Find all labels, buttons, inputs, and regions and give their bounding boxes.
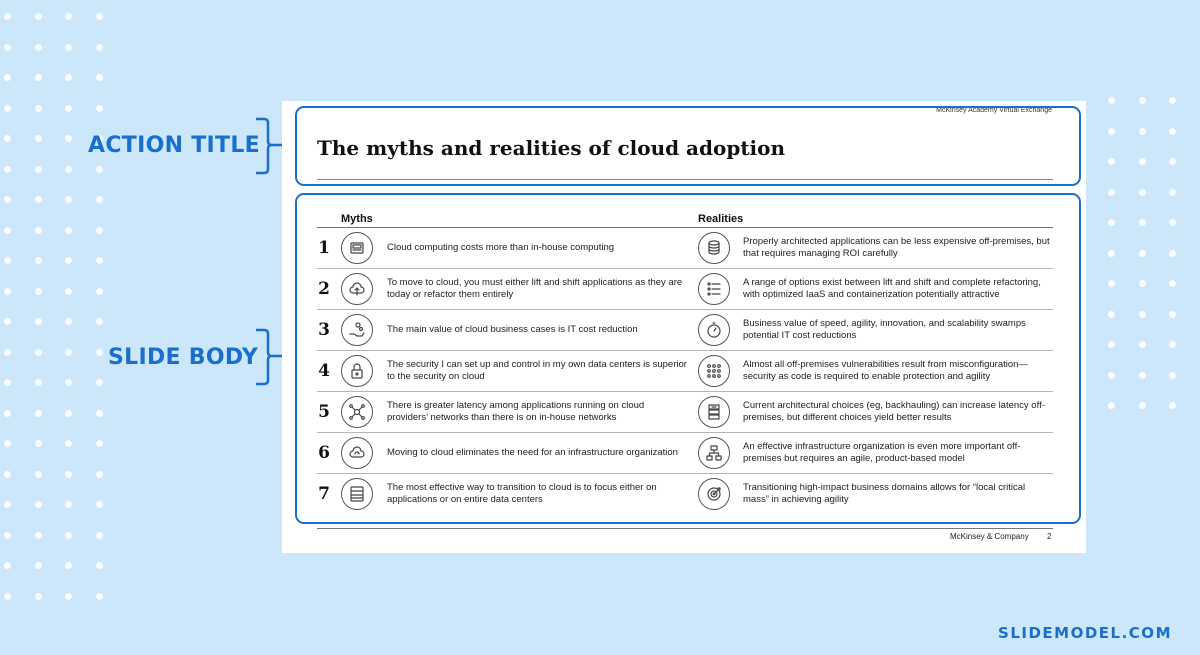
dot [1169, 97, 1176, 104]
header-note: McKinsey Academy Virtual Exchange [936, 107, 1052, 114]
dot [1169, 402, 1176, 409]
dot [1169, 280, 1176, 287]
dot [96, 227, 103, 234]
dot [4, 44, 11, 51]
dot [1108, 372, 1115, 379]
dot [1108, 280, 1115, 287]
dot [1139, 128, 1146, 135]
dot [1139, 341, 1146, 348]
dot [35, 379, 42, 386]
dot [35, 440, 42, 447]
slide-body-label: SLIDE BODY [108, 345, 259, 370]
myth-text: The most effective way to transition to cloud is to focus either on applications or on entire data centers [387, 482, 657, 505]
row-number: 4 [318, 361, 330, 381]
dot [1108, 250, 1115, 257]
dot [1108, 128, 1115, 135]
dot [35, 74, 42, 81]
row-number: 6 [318, 443, 330, 463]
dot [1108, 97, 1115, 104]
dot [4, 471, 11, 478]
dot [1139, 311, 1146, 318]
dot [4, 318, 11, 325]
dot [4, 440, 11, 447]
dot [35, 410, 42, 417]
dot [65, 379, 72, 386]
dot [35, 166, 42, 173]
myth-text: The security I can set up and control in my own data centers is superior to the security on cloud [387, 359, 687, 382]
dot [4, 13, 11, 20]
dot [96, 349, 103, 356]
dot [4, 501, 11, 508]
dot [65, 227, 72, 234]
dot [4, 288, 11, 295]
dot [1139, 250, 1146, 257]
action-title-frame [295, 106, 1081, 186]
dot [65, 166, 72, 173]
dot [35, 501, 42, 508]
row-number: 1 [318, 238, 330, 258]
dot [65, 257, 72, 264]
myth-text: To move to cloud, you must either lift and shift applications as they are today or refactor them entirely [387, 277, 683, 300]
dot [4, 593, 11, 600]
dot [65, 318, 72, 325]
dot [96, 44, 103, 51]
dot [96, 562, 103, 569]
dot [35, 135, 42, 142]
dot [4, 379, 11, 386]
dot [35, 288, 42, 295]
dot [65, 410, 72, 417]
dot [35, 227, 42, 234]
dot [1108, 189, 1115, 196]
dot [1169, 341, 1176, 348]
dot [65, 135, 72, 142]
dot [96, 410, 103, 417]
dot [65, 196, 72, 203]
brand-watermark: SLIDEMODEL.COM [998, 624, 1172, 642]
dot [1139, 219, 1146, 226]
reality-text: A range of options exist between lift and shift and complete refactoring, with optimized IaaS and containerization potentially attractive [743, 277, 1041, 300]
dot [35, 257, 42, 264]
dot [96, 593, 103, 600]
dot [4, 562, 11, 569]
dot [65, 562, 72, 569]
footer-rule [317, 528, 1053, 529]
dot [1169, 219, 1176, 226]
dot [35, 562, 42, 569]
myth-text: Cloud computing costs more than in-house computing [387, 242, 615, 253]
dot [65, 13, 72, 20]
dot [35, 532, 42, 539]
dot [1169, 311, 1176, 318]
reality-text: Current architectural choices (eg, backhauling) can increase latency off-premises, but different choices yield better results [743, 400, 1045, 423]
dot [4, 166, 11, 173]
slide-title: The myths and realities of cloud adoption [317, 136, 786, 160]
reality-text: An effective infrastructure organization is even more important off-premises but requires an agile, product-based model [743, 441, 1021, 464]
myths-header: Myths [341, 213, 373, 225]
dot [4, 410, 11, 417]
dot [1139, 158, 1146, 165]
slide-body-frame [295, 193, 1081, 524]
reality-text: Almost all off-premises vulnerabilities result from misconfiguration—security as code is required to enable protection and agility [743, 359, 1028, 382]
dot [1108, 158, 1115, 165]
dot [65, 74, 72, 81]
reality-text: Properly architected applications can be less expensive off-premises, but that requires managing ROI carefully [743, 236, 1050, 259]
dot [96, 105, 103, 112]
dot [1169, 372, 1176, 379]
dot [4, 227, 11, 234]
row-number: 7 [318, 484, 330, 504]
dot [96, 379, 103, 386]
dot [1139, 280, 1146, 287]
dot [1108, 311, 1115, 318]
footer-company: McKinsey & Company [950, 532, 1029, 541]
dot [65, 532, 72, 539]
dot [96, 471, 103, 478]
dot [96, 288, 103, 295]
dot [1139, 402, 1146, 409]
dot [4, 257, 11, 264]
dot [65, 501, 72, 508]
dot [96, 13, 103, 20]
myth-text: The main value of cloud business cases is IT cost reduction [387, 324, 638, 335]
dot [65, 440, 72, 447]
row-number: 3 [318, 320, 330, 340]
dot [1139, 189, 1146, 196]
dot [35, 105, 42, 112]
dot [35, 471, 42, 478]
dot [4, 196, 11, 203]
myth-text: There is greater latency among applications running on cloud providers’ networks than there is on in-house networks [387, 400, 645, 423]
dot [1169, 250, 1176, 257]
dot [65, 471, 72, 478]
row-number: 5 [318, 402, 330, 422]
dot [35, 593, 42, 600]
dot [65, 105, 72, 112]
dot [1169, 189, 1176, 196]
dot [96, 440, 103, 447]
dot [4, 105, 11, 112]
dot [96, 196, 103, 203]
dot [65, 44, 72, 51]
dot [35, 318, 42, 325]
reality-text: Business value of speed, agility, innovation, and scalability swamps potential IT cost reductions [743, 318, 1026, 341]
dot [35, 196, 42, 203]
dot [1139, 372, 1146, 379]
dot [35, 44, 42, 51]
dot [65, 593, 72, 600]
dot [96, 166, 103, 173]
realities-header: Realities [698, 213, 744, 225]
dot [1108, 219, 1115, 226]
dot [65, 349, 72, 356]
row-number: 2 [318, 279, 330, 299]
dot [4, 135, 11, 142]
dot [1108, 341, 1115, 348]
dot [65, 288, 72, 295]
myth-text: Moving to cloud eliminates the need for an infrastructure organization [387, 447, 678, 458]
dot [4, 349, 11, 356]
dot [1169, 128, 1176, 135]
dot [1169, 158, 1176, 165]
dot [96, 74, 103, 81]
dot [35, 13, 42, 20]
action-title-label: ACTION TITLE [88, 133, 260, 158]
dot [4, 74, 11, 81]
dot [96, 501, 103, 508]
dot [35, 349, 42, 356]
reality-text: Transitioning high-impact business domains allows for “local critical mass” in achieving agility [743, 482, 1026, 505]
footer-page-number: 2 [1047, 532, 1052, 541]
dot [1108, 402, 1115, 409]
dot [1139, 97, 1146, 104]
dot [96, 257, 103, 264]
dot [96, 318, 103, 325]
dot [96, 532, 103, 539]
dot [4, 532, 11, 539]
